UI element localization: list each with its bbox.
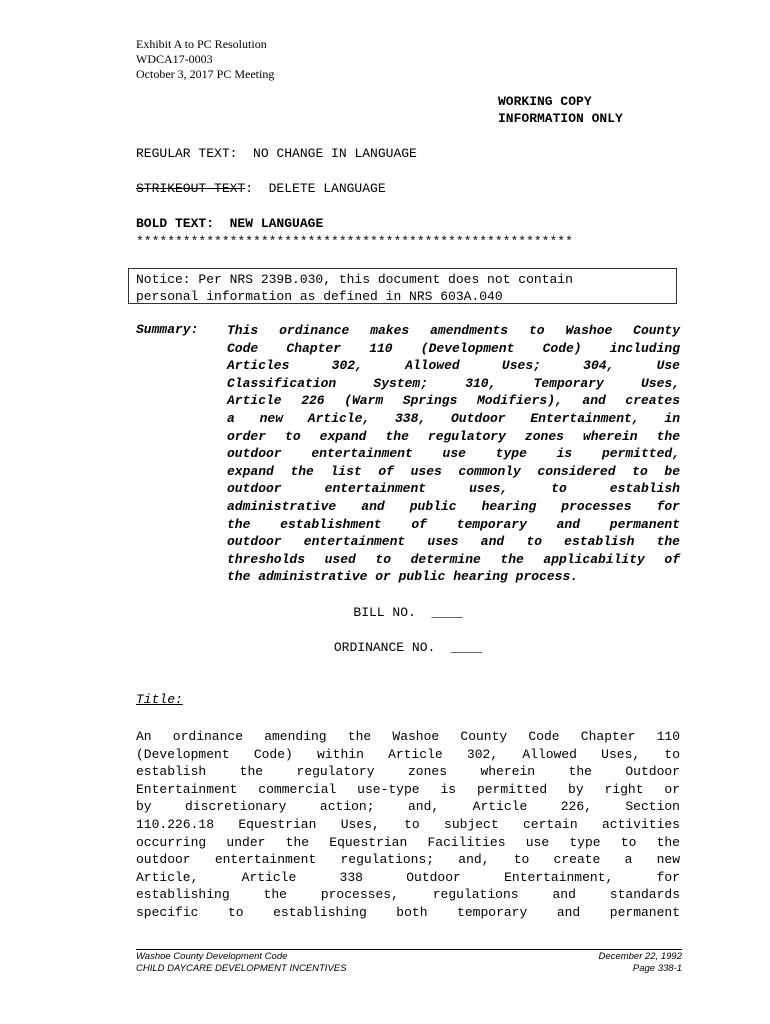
title-line: (Development Code) within Article 302, Allowed Uses, to xyxy=(136,746,680,762)
legend-strike xyxy=(136,181,386,196)
meeting-date: October 3, 2017 PC Meeting xyxy=(136,67,275,81)
summary-line: Code Chapter 110 (Development Code) including xyxy=(227,340,680,356)
footer-date: December 22, 1992 xyxy=(598,951,682,962)
title-line: establish the regulatory zones wherein the Outdoor xyxy=(136,764,680,780)
ordinance-number: ORDINANCE NO. ____ xyxy=(333,640,483,655)
title-line: establishing the processes, regulations and standards xyxy=(136,887,680,903)
information-only-text: INFORMATION ONLY xyxy=(498,111,623,126)
title-line: Entertainment commercial use-type is permitted by right or xyxy=(136,781,680,797)
footer-code-name: Washoe County Development Code xyxy=(136,951,288,962)
asterisk-divider: ******************************************************** xyxy=(136,234,573,249)
legend-strike-key: STRIKEOUT TEXT xyxy=(136,181,246,196)
summary-line: administrative and public hearing processes for xyxy=(227,498,680,514)
summary-line: order to expand the regulatory zones wherein the xyxy=(227,428,680,444)
summary-text xyxy=(227,322,680,586)
legend-regular-key: REGULAR TEXT: xyxy=(136,146,238,161)
summary-line: This ordinance makes amendments to Washoe County xyxy=(227,323,680,338)
legend-strike-desc: : DELETE LANGUAGE xyxy=(245,181,386,196)
legend-bold-key: BOLD TEXT: xyxy=(136,216,215,231)
legend-bold-desc: NEW LANGUAGE xyxy=(229,216,324,231)
footer-page-number: Page 338-1 xyxy=(632,963,682,974)
title-line: 110.226.18 Equestrian Uses, to subject certain activities xyxy=(136,816,680,832)
title-text xyxy=(136,728,680,922)
privacy-notice-box xyxy=(128,268,677,304)
summary-line: outdoor entertainment uses, to establish xyxy=(227,481,680,497)
notice-line: Notice: Per NRS 239B.030, this document does not contain xyxy=(136,272,573,287)
summary-line: outdoor entertainment use type is permitted, xyxy=(227,446,680,462)
summary-line: Classification System; 310, Temporary Uses, xyxy=(227,375,680,391)
summary-label: Summary: xyxy=(136,322,199,337)
summary-line: thresholds used to determine the applicability of xyxy=(227,551,680,567)
title-line: An ordinance amending the Washoe County Code Chapter 110 xyxy=(136,729,680,744)
summary-line: the establishment of temporary and permanent xyxy=(227,516,680,532)
summary-line: a new Article, 338, Outdoor Entertainment, in xyxy=(227,410,680,426)
footer-divider xyxy=(136,949,682,950)
summary-line: outdoor entertainment uses and to establish the xyxy=(227,534,680,550)
summary-line: expand the list of uses commonly considered to be xyxy=(227,463,680,479)
exhibit-header xyxy=(136,37,274,82)
case-number: WDCA17-0003 xyxy=(136,52,213,66)
summary-line: Article 226 (Warm Springs Modifiers), and creates xyxy=(227,393,680,409)
working-copy-label xyxy=(498,93,623,127)
legend-regular xyxy=(136,146,417,161)
title-line: specific to establishing both temporary and permanent xyxy=(136,904,680,920)
exhibit-line: Exhibit A to PC Resolution xyxy=(136,37,267,51)
summary-line: the administrative or public hearing process. xyxy=(227,569,579,585)
working-copy-text: WORKING COPY xyxy=(498,94,592,109)
footer-right xyxy=(599,951,682,975)
footer-article-name: CHILD DAYCARE DEVELOPMENT INCENTIVES xyxy=(136,963,347,974)
footer-left xyxy=(136,951,346,975)
legend-regular-desc: NO CHANGE IN LANGUAGE xyxy=(253,146,417,161)
title-line: occurring under the Equestrian Facilities use type to the xyxy=(136,834,680,850)
title-line: outdoor entertainment regulations; and, to create a new xyxy=(136,852,680,868)
title-heading: Title: xyxy=(136,692,183,707)
bill-number: BILL NO. ____ xyxy=(353,605,463,620)
title-line: by discretionary action; and, Article 226, Section xyxy=(136,799,680,815)
notice-line: personal information as defined in NRS 603A.040 xyxy=(136,289,503,304)
legend-bold xyxy=(136,216,323,231)
title-line: Article, Article 338 Outdoor Entertainment, for xyxy=(136,869,680,885)
summary-line: Articles 302, Allowed Uses; 304, Use xyxy=(227,358,680,374)
